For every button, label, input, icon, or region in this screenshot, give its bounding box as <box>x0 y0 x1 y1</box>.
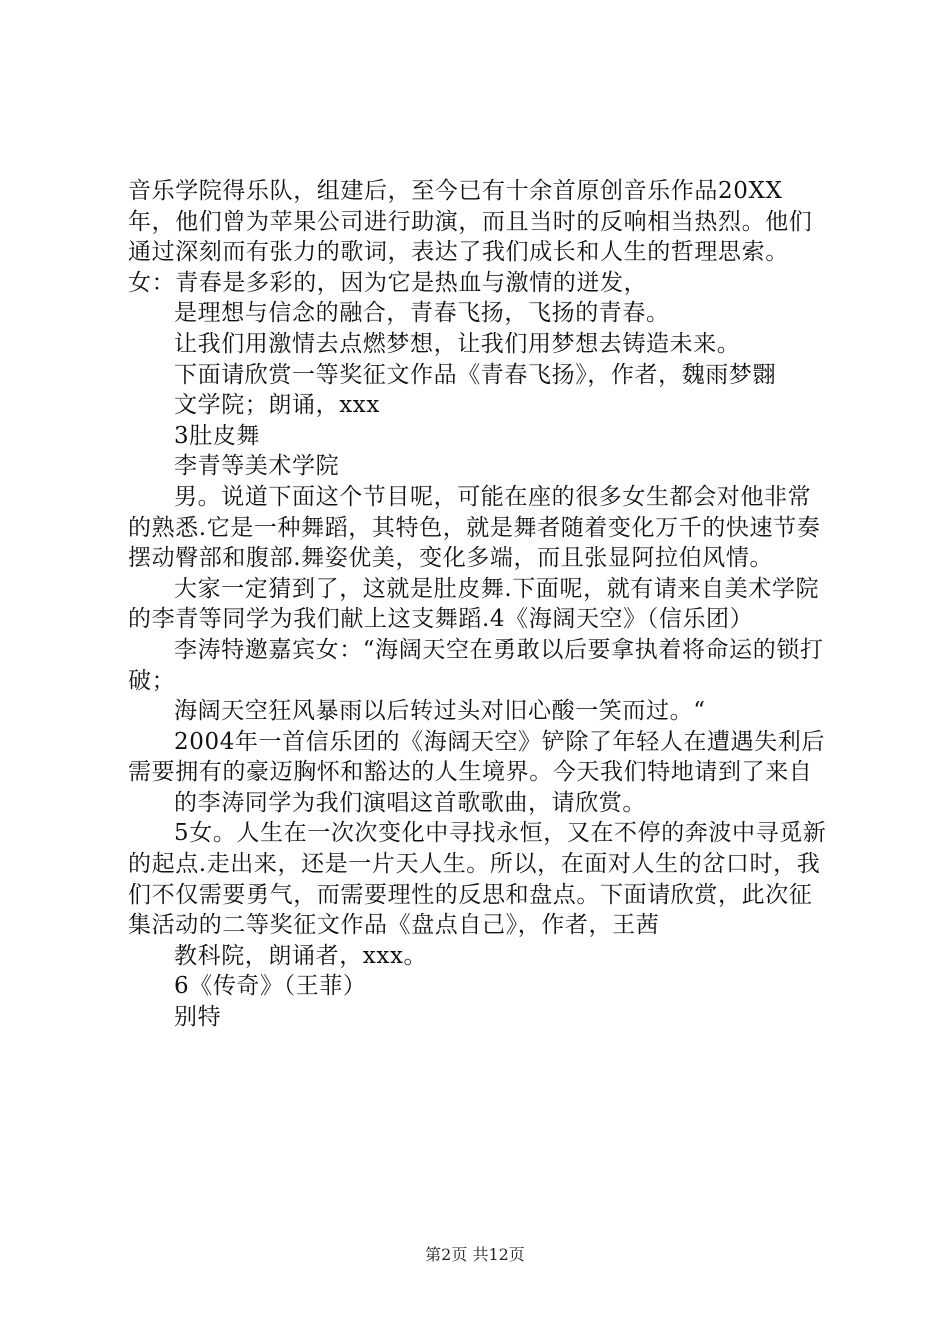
paragraph-5: 文学院；朗诵，xxx <box>174 392 380 419</box>
document-body <box>128 176 828 1033</box>
paragraph-3: 让我们用激情去点燃梦想，让我们用梦想去铸造未来。 <box>174 330 741 357</box>
paragraph-12: 2004年一首信乐团的《海阔天空》铲除了年轻人在遭遇失利后需要拥有的豪迈胸怀和豁达的人生境界。今天我们特地请到了来自 <box>128 728 825 786</box>
paragraph-9: 大家一定猜到了，这就是肚皮舞.下面呢，就有请来自美术学院的李青等同学为我们献上这支舞蹈.4《海阔天空》（信乐团） <box>128 575 820 633</box>
paragraph-16: 6《传奇》（王菲） <box>174 973 367 1000</box>
paragraph-1: 音乐学院得乐队，组建后，至今已有十余首原创音乐作品20XX年，他们曾为苹果公司进行助演，而且当时的反响相当热烈。他们通过深刻而有张力的歌词，表达了我们成长和人生的哲理思索。女：青春是多彩的，因为它是热血与激情的迸发， <box>128 178 813 296</box>
paragraph-4: 下面请欣赏一等奖征文作品《青春飞扬》，作者，魏雨梦翾 <box>174 361 777 388</box>
paragraph-14: 5女。人生在一次次变化中寻找永恒，又在不停的奔波中寻觅新的起点.走出来，还是一片天人生。所以，在面对人生的岔口时，我们不仅需要勇气，而需要理性的反思和盘点。下面请欣赏，此次征集活动的二等奖征文作品《盘点自己》，作者，王茜 <box>128 820 827 939</box>
paragraph-6: 3肚皮舞 <box>174 422 261 449</box>
paragraph-13: 的李涛同学为我们演唱这首歌歌曲，请欣赏。 <box>174 789 646 816</box>
paragraph-11: 海阔天空狂风暴雨以后转过头对旧心酸一笑而过。“ <box>174 698 706 725</box>
paragraph-8: 男。说道下面这个节目呢，可能在座的很多女生都会对他非常的熟悉.它是一种舞蹈，其特色，就是舞者随着变化万千的快速节奏摆动臀部和腹部.舞姿优美，变化多端，而且张显阿拉伯风情。 <box>128 483 821 572</box>
paragraph-7: 李青等美术学院 <box>174 453 340 480</box>
page-footer: 第2页 共12页 <box>425 1245 525 1264</box>
paragraph-10: 李涛特邀嘉宾女：“海阔天空在勇敢以后要拿执着将命运的锁打破； <box>128 636 824 694</box>
paragraph-15: 教科院，朗诵者，xxx。 <box>174 942 428 969</box>
paragraph-17: 别特 <box>174 1004 222 1031</box>
paragraph-2: 是理想与信念的融合，青春飞扬，飞扬的青春。 <box>174 300 670 327</box>
